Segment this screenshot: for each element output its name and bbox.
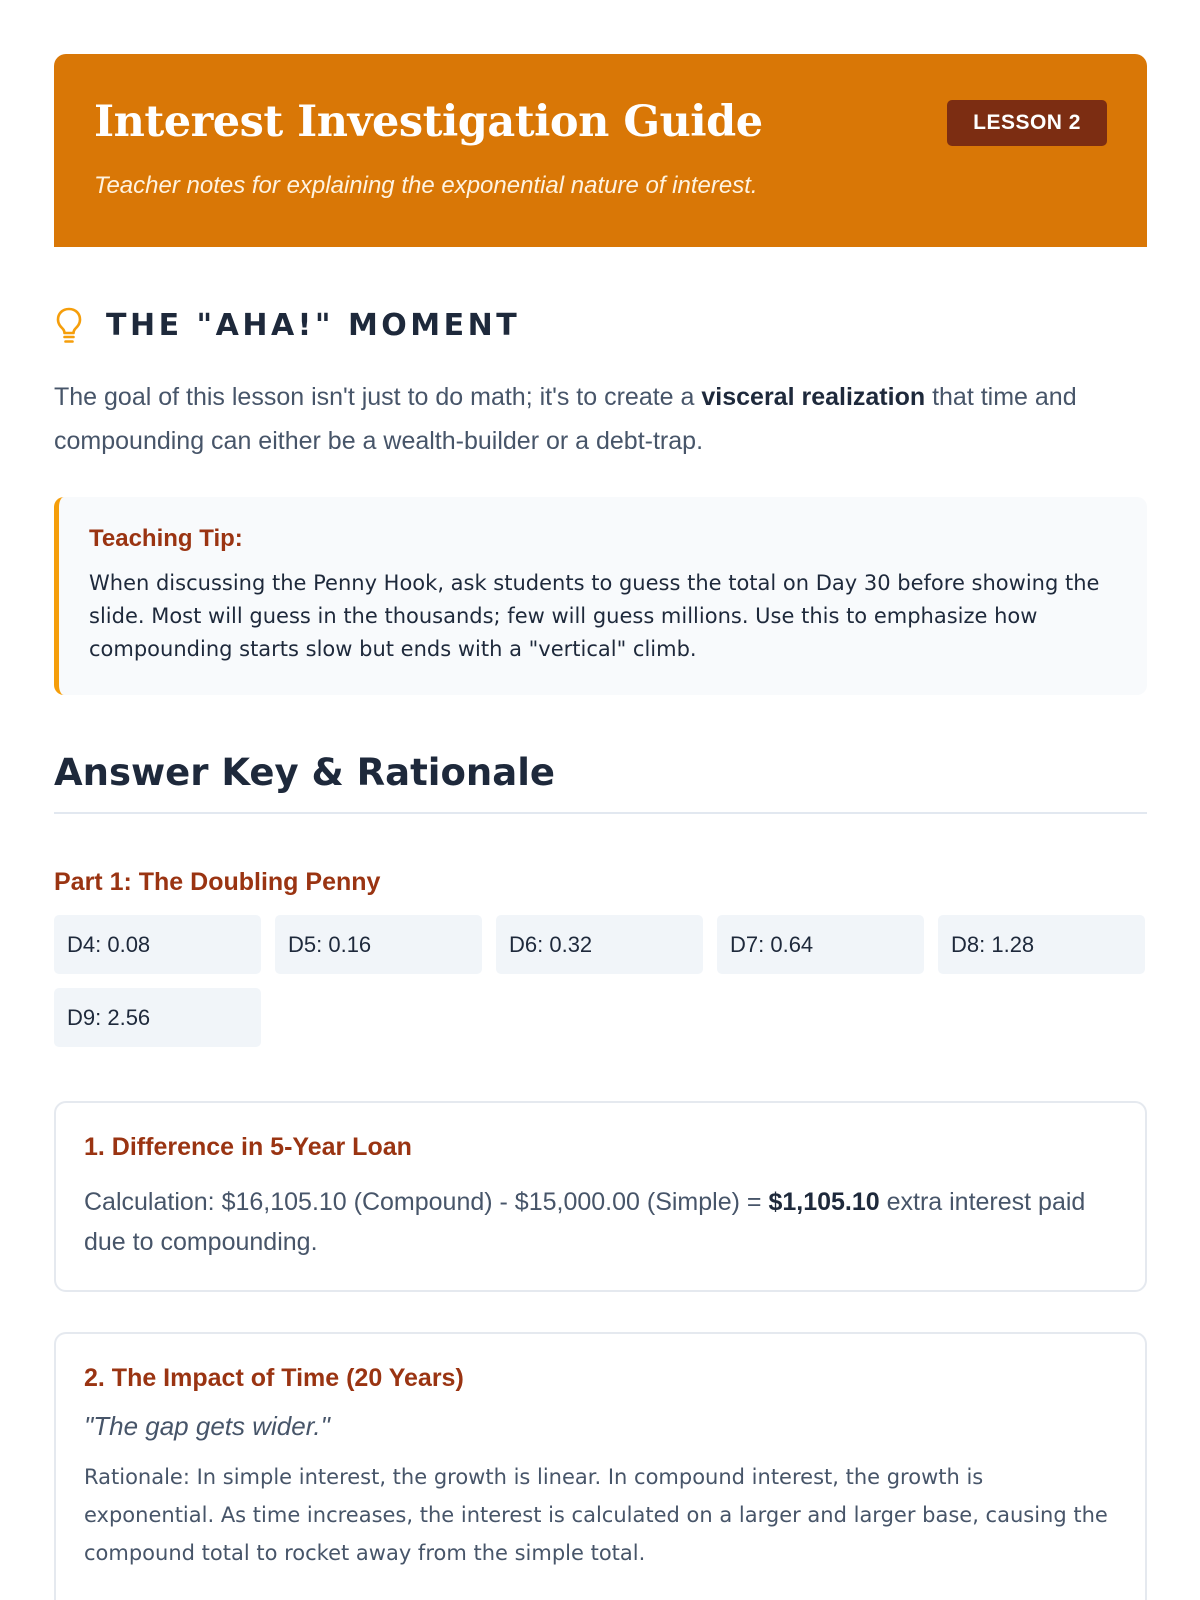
aha-text-end: that time and compounding can either be a wealth-builder or a debt-trap. — [54, 383, 1077, 455]
part1-title: Part 1: The Doubling Penny — [54, 868, 381, 896]
penny-value: D9: 2.56 — [54, 988, 261, 1047]
aha-heading — [54, 305, 1147, 345]
aha-text-emphasis: visceral realization — [701, 383, 926, 411]
penny-grid — [54, 915, 1147, 1047]
teaching-tip — [54, 497, 1147, 695]
aha-title: THE "AHA!" MOMENT — [106, 307, 521, 343]
penny-value: D4: 0.08 — [54, 915, 261, 974]
calc-text-end: extra interest paid due to compounding. — [84, 1188, 1086, 1256]
page-subtitle: Teacher notes for explaining the exponential nature of interest. — [94, 172, 758, 199]
card-title: 1. Difference in 5-Year Loan — [84, 1133, 412, 1161]
calc-result: $1,105.10 — [768, 1188, 880, 1216]
lesson-badge: LESSON 2 — [947, 100, 1107, 146]
aha-paragraph — [54, 375, 1134, 463]
tip-text: When discussing the Penny Hook, ask students to guess the total on Day 30 before showing the slide. Most will guess in the thousands; few will guess millions. Use this to emphasize how compounding starts slow but ends with a "vertical" climb. — [89, 571, 1100, 661]
loan-difference-card — [54, 1101, 1147, 1292]
penny-value: D5: 0.16 — [275, 915, 482, 974]
penny-value: D7: 0.64 — [717, 915, 924, 974]
card-rationale: Rationale: In simple interest, the growth is linear. In compound interest, the growth is exponential. As time increases, the interest is calculated on a larger and larger base, causing the compound total to rocket away from the simple total. — [84, 1465, 1108, 1565]
card-title: 2. The Impact of Time (20 Years) — [84, 1364, 464, 1392]
time-impact-card — [54, 1332, 1147, 1600]
aha-text-start: The goal of this lesson isn't just to do math; it's to create a — [54, 383, 702, 411]
header-banner — [54, 54, 1147, 247]
card-quote: "The gap gets wider." — [84, 1411, 330, 1441]
lightbulb-icon — [54, 305, 84, 345]
answer-key-heading: Answer Key & Rationale — [54, 751, 1147, 814]
penny-value: D6: 0.32 — [496, 915, 703, 974]
calc-text: Calculation: $16,105.10 (Compound) - $15,000.00 (Simple) = — [84, 1188, 769, 1216]
penny-value: D8: 1.28 — [938, 915, 1145, 974]
tip-title: Teaching Tip: — [89, 525, 243, 552]
page-title: Interest Investigation Guide — [94, 97, 763, 147]
card-text — [84, 1182, 1117, 1262]
